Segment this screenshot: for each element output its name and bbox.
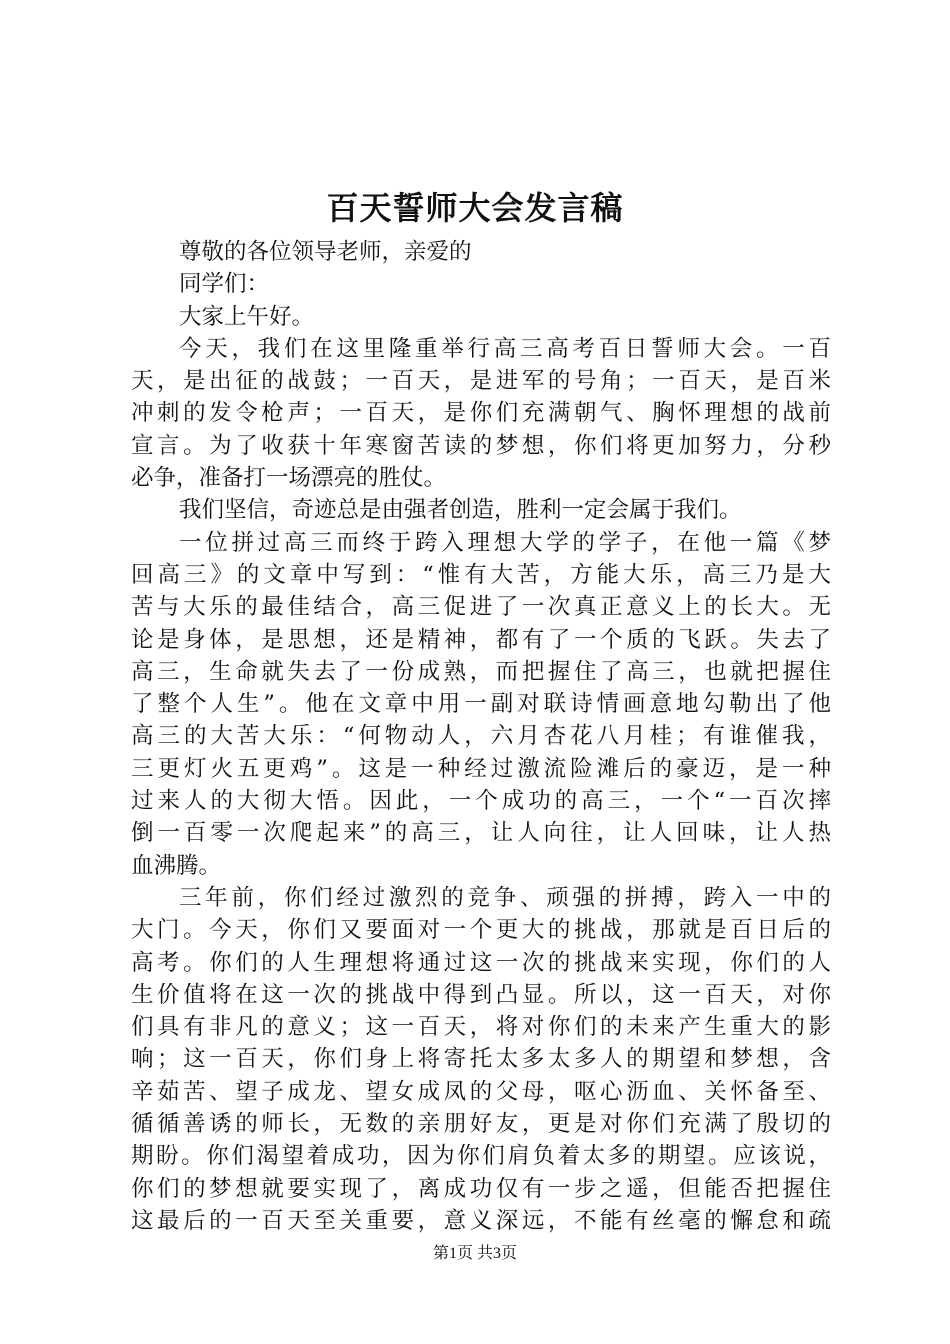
text-line: 苦与大乐的最佳结合，高三促进了一次真正意义上的长大。无 (131, 594, 831, 621)
text-line: 大家上午好。 (179, 303, 315, 330)
text-line: 回高三》的文章中写到：“惟有大苦，方能大乐，高三乃是大 (131, 561, 831, 588)
text-line: 血沸腾。 (131, 852, 222, 879)
text-line: 你们的梦想就要实现了，离成功仅有一步之遥，但能否把握住 (131, 1175, 831, 1202)
text-line: 宣言。为了收获十年寒窗苦读的梦想，你们将更加努力，分秒 (131, 432, 831, 459)
text-line: 尊敬的各位领导老师，亲爱的 (179, 239, 472, 265)
text-line: 生价值将在这一次的挑战中得到凸显。所以，这一百天，对你 (131, 981, 831, 1008)
text-line: 大门。今天，你们又要面对一个更大的挑战，那就是百日后的 (131, 917, 831, 944)
page-title: 百天誓师大会发言稿 (326, 189, 624, 227)
text-line: 响；这一百天，你们身上将寄托太多太多人的期望和梦想，含 (131, 1046, 831, 1073)
text-line: 三更灯火五更鸡”。这是一种经过激流险滩后的豪迈，是一种 (131, 755, 831, 782)
text-line: 必争，准备打一场漂亮的胜仗。 (131, 465, 447, 492)
text-line: 期盼。你们渴望着成功，因为你们肩负着太多的期望。应该说， (131, 1143, 831, 1170)
text-line: 今天，我们在这里隆重举行高三高考百日誓师大会。一百 (179, 335, 831, 362)
text-line: 同学们： (179, 271, 270, 298)
page-number: 第1页 共3页 (432, 1245, 517, 1262)
text-line: 天，是出征的战鼓；一百天，是进军的号角；一百天，是百米 (131, 368, 831, 395)
text-line: 冲刺的发令枪声；一百天，是你们充满朝气、胸怀理想的战前 (131, 400, 831, 427)
text-line: 了整个人生”。他在文章中用一副对联诗情画意地勾勒出了他 (131, 691, 831, 718)
text-line: 三年前，你们经过激烈的竞争、顽强的拼搏，跨入一中的 (179, 884, 831, 911)
text-line: 论是身体，是思想，还是精神，都有了一个质的飞跃。失去了 (131, 626, 831, 653)
text-line: 这最后的一百天至关重要，意义深远，不能有丝毫的懈怠和疏 (131, 1207, 831, 1234)
text-line: 一位拼过高三而终于跨入理想大学的学子，在他一篇《梦 (179, 529, 831, 556)
text-line: 循循善诱的师长，无数的亲朋好友，更是对你们充满了殷切的 (131, 1111, 831, 1138)
text-line: 过来人的大彻大悟。因此，一个成功的高三，一个“一百次摔 (131, 788, 831, 815)
text-line: 倒一百零一次爬起来”的高三，让人向往，让人回味，让人热 (131, 820, 831, 847)
text-line: 高三的大苦大乐：“何物动人，六月杏花八月桂；有谁催我， (131, 723, 831, 750)
text-line: 辛茹苦、望子成龙、望女成凤的父母，呕心沥血、关怀备至、 (131, 1078, 831, 1105)
text-line: 们具有非凡的意义；这一百天，将对你们的未来产生重大的影 (131, 1014, 831, 1041)
text-line: 高三，生命就失去了一份成熟，而把握住了高三，也就把握住 (131, 658, 831, 685)
text-line: 我们坚信，奇迹总是由强者创造，胜利一定会属于我们。 (179, 497, 742, 524)
text-line: 高考。你们的人生理想将通过这一次的挑战来实现，你们的人 (131, 949, 831, 976)
document-body (131, 236, 831, 1237)
